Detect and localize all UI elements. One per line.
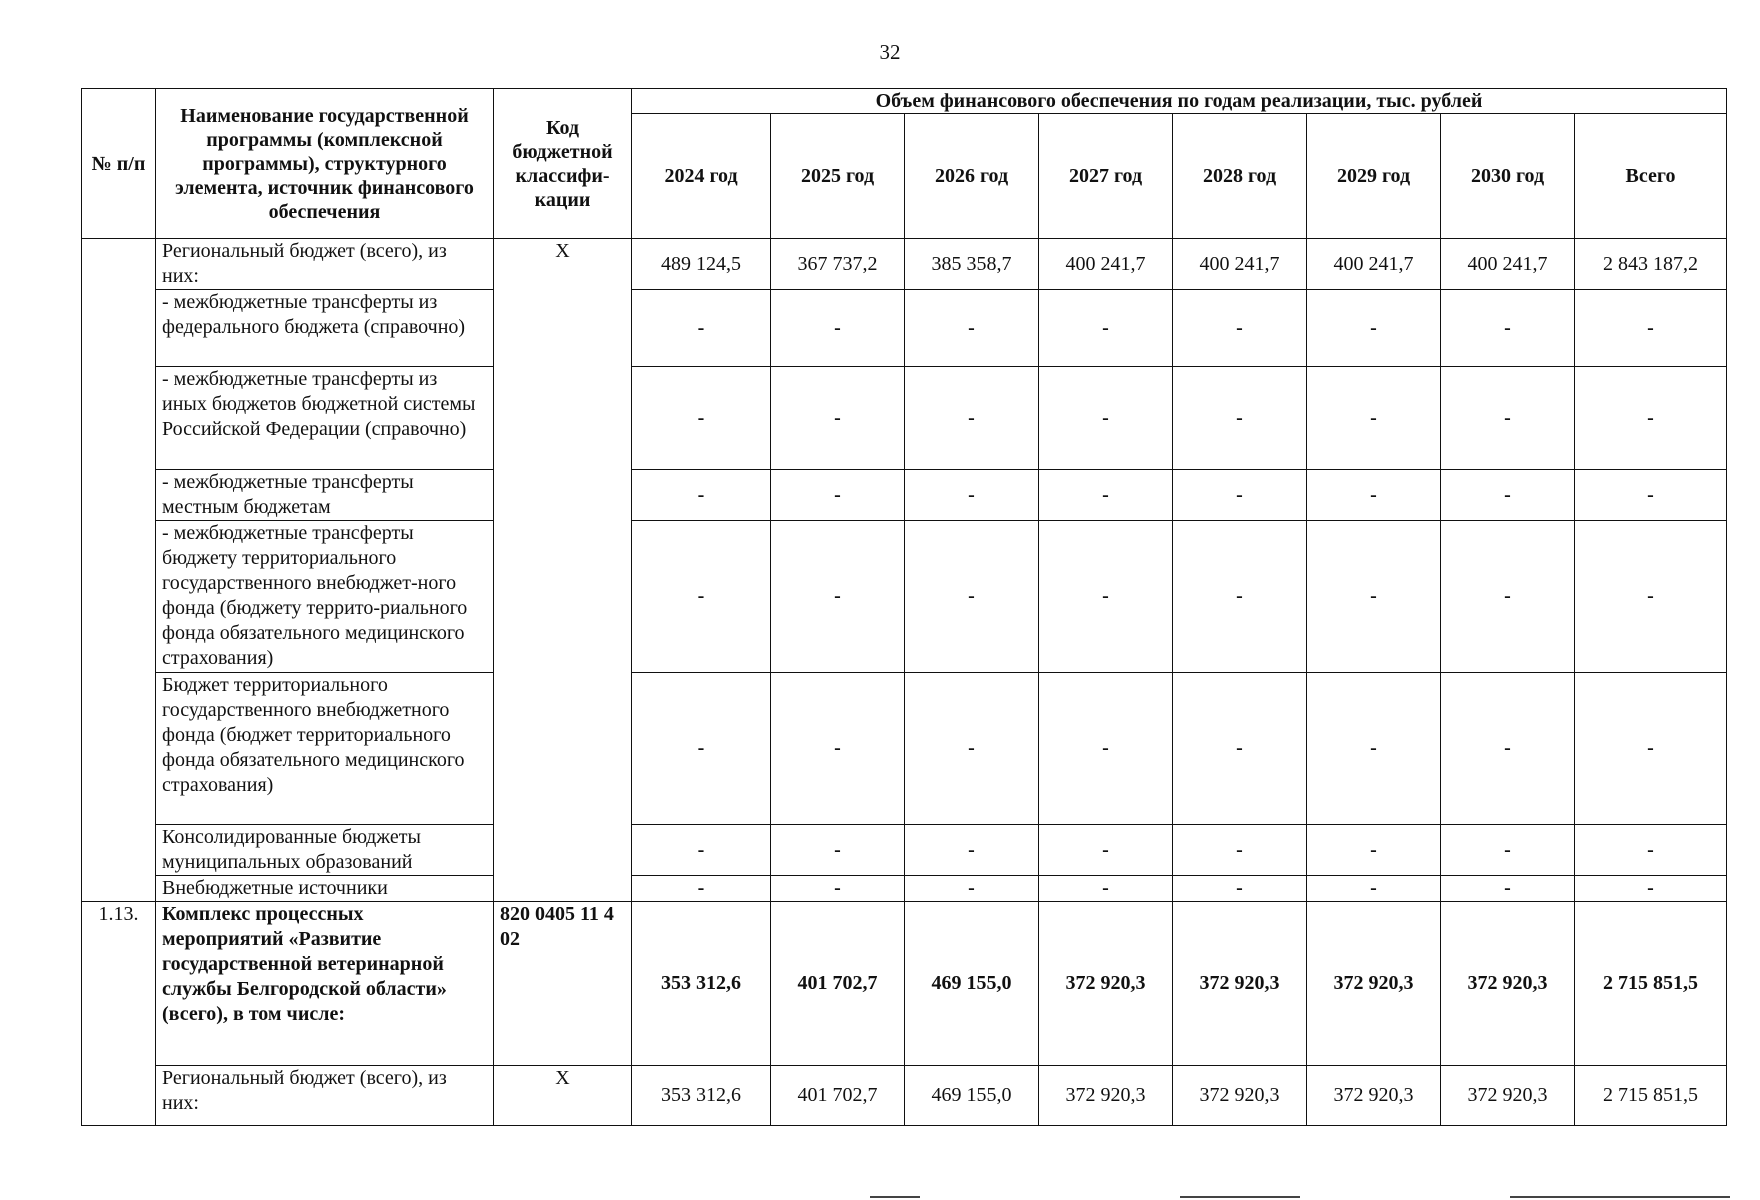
cell-value: 400 241,7 <box>1039 239 1173 290</box>
cell-value: - <box>1575 367 1727 470</box>
table-row <box>82 902 1727 1066</box>
row-code: X <box>494 239 632 902</box>
cell-value: - <box>1039 470 1173 521</box>
cell-value: - <box>1173 470 1307 521</box>
cell-value: - <box>771 470 905 521</box>
cell-value: - <box>1441 825 1575 876</box>
row-code: X <box>494 1066 632 1126</box>
cell-value: 372 920,3 <box>1039 1066 1173 1126</box>
cell-value: 2 715 851,5 <box>1575 902 1727 1066</box>
cell-value: - <box>1441 521 1575 673</box>
table-row <box>82 470 1727 521</box>
cell-value: 469 155,0 <box>905 1066 1039 1126</box>
header-year-2028: 2028 год <box>1173 114 1307 239</box>
cell-value: - <box>632 673 771 825</box>
cell-value: 372 920,3 <box>1441 902 1575 1066</box>
cell-value: - <box>905 673 1039 825</box>
table-row <box>82 290 1727 367</box>
header-year-2027: 2027 год <box>1039 114 1173 239</box>
footer-rule <box>870 1196 920 1198</box>
cell-value: 372 920,3 <box>1307 1066 1441 1126</box>
row-num <box>82 239 156 902</box>
footer-rule <box>1180 1196 1300 1198</box>
header-year-2030: 2030 год <box>1441 114 1575 239</box>
cell-value: - <box>632 367 771 470</box>
header-col-code: Код бюджетной классифи-кации <box>494 89 632 239</box>
cell-value: - <box>1039 673 1173 825</box>
cell-value: 385 358,7 <box>905 239 1039 290</box>
row-name: Бюджет территориального государственного внебюджетного фонда (бюджет территориального фонда обязательного медицинского страхования) <box>156 673 494 825</box>
cell-value: - <box>1441 673 1575 825</box>
cell-value: 2 843 187,2 <box>1575 239 1727 290</box>
cell-value: 400 241,7 <box>1441 239 1575 290</box>
cell-value: - <box>771 673 905 825</box>
table-row <box>82 673 1727 825</box>
cell-value: - <box>1575 290 1727 367</box>
cell-value: - <box>1575 673 1727 825</box>
cell-value: - <box>905 367 1039 470</box>
cell-value: - <box>905 825 1039 876</box>
cell-value: - <box>771 290 905 367</box>
footer-rule-lines <box>0 1196 1760 1200</box>
cell-value: - <box>1039 367 1173 470</box>
cell-value: - <box>771 876 905 902</box>
header-total: Всего <box>1575 114 1727 239</box>
cell-value: - <box>1173 367 1307 470</box>
cell-value: 401 702,7 <box>771 1066 905 1126</box>
cell-value: 2 715 851,5 <box>1575 1066 1727 1126</box>
cell-value: 372 920,3 <box>1307 902 1441 1066</box>
cell-value: - <box>1173 825 1307 876</box>
cell-value: - <box>1039 825 1173 876</box>
row-name: - межбюджетные трансферты бюджету территориального государственного внебюджет-ного фонда (бюджету террито-риального фонда обязательного медицинского страхования) <box>156 521 494 673</box>
cell-value: - <box>771 367 905 470</box>
cell-value: - <box>1575 470 1727 521</box>
header-year-2024: 2024 год <box>632 114 771 239</box>
cell-value: - <box>905 290 1039 367</box>
cell-value: - <box>1039 521 1173 673</box>
table-row <box>82 825 1727 876</box>
cell-value: - <box>1307 673 1441 825</box>
table-row <box>82 521 1727 673</box>
cell-value: - <box>1039 876 1173 902</box>
cell-value: 400 241,7 <box>1173 239 1307 290</box>
footer-rule <box>1510 1196 1730 1198</box>
header-year-2029: 2029 год <box>1307 114 1441 239</box>
cell-value: - <box>905 470 1039 521</box>
header-col-name: Наименование государственной программы (комплексной программы), структурного элемента, источник финансового обеспечения <box>156 89 494 239</box>
cell-value: - <box>1307 290 1441 367</box>
cell-value: 400 241,7 <box>1307 239 1441 290</box>
cell-value: - <box>1441 367 1575 470</box>
header-year-2025: 2025 год <box>771 114 905 239</box>
cell-value: - <box>771 521 905 673</box>
cell-value: - <box>1039 290 1173 367</box>
row-name: Комплекс процессных мероприятий «Развитие государственной ветеринарной службы Белгородской области» (всего), в том числе: <box>156 902 494 1066</box>
cell-value: 353 312,6 <box>632 1066 771 1126</box>
cell-value: - <box>1441 470 1575 521</box>
cell-value: - <box>1575 521 1727 673</box>
cell-value: 353 312,6 <box>632 902 771 1066</box>
cell-value: - <box>1173 290 1307 367</box>
cell-value: - <box>905 521 1039 673</box>
row-name: - межбюджетные трансферты местным бюджетам <box>156 470 494 521</box>
row-name: - межбюджетные трансферты из иных бюджетов бюджетной системы Российской Федерации (справочно) <box>156 367 494 470</box>
cell-value: 372 920,3 <box>1173 902 1307 1066</box>
cell-value: - <box>1307 367 1441 470</box>
table-row <box>82 239 1727 290</box>
cell-value: - <box>1307 470 1441 521</box>
cell-value: - <box>1575 876 1727 902</box>
cell-value: 469 155,0 <box>905 902 1039 1066</box>
table-row <box>82 367 1727 470</box>
row-code: 820 0405 11 4 02 <box>494 902 632 1066</box>
cell-value: - <box>1307 876 1441 902</box>
cell-value: 367 737,2 <box>771 239 905 290</box>
cell-value: - <box>632 825 771 876</box>
row-name: - межбюджетные трансферты из федерального бюджета (справочно) <box>156 290 494 367</box>
row-num: 1.13. <box>82 902 156 1126</box>
page-number: 32 <box>879 40 901 64</box>
table-row <box>82 1066 1727 1126</box>
row-name: Региональный бюджет (всего), из них: <box>156 239 494 290</box>
cell-value: - <box>1575 825 1727 876</box>
header-col-num: № п/п <box>82 89 156 239</box>
financing-table <box>81 88 1727 1126</box>
table-row <box>82 876 1727 902</box>
cell-value: - <box>905 876 1039 902</box>
row-name: Региональный бюджет (всего), из них: <box>156 1066 494 1126</box>
cell-value: 372 920,3 <box>1441 1066 1575 1126</box>
header-group-title: Объем финансового обеспечения по годам реализации, тыс. рублей <box>632 89 1727 114</box>
cell-value: - <box>1307 825 1441 876</box>
cell-value: - <box>771 825 905 876</box>
cell-value: - <box>1441 876 1575 902</box>
cell-value: - <box>1307 521 1441 673</box>
cell-value: - <box>1441 290 1575 367</box>
cell-value: - <box>632 521 771 673</box>
cell-value: 401 702,7 <box>771 902 905 1066</box>
cell-value: - <box>632 290 771 367</box>
cell-value: - <box>632 470 771 521</box>
cell-value: 372 920,3 <box>1173 1066 1307 1126</box>
cell-value: - <box>1173 673 1307 825</box>
cell-value: 489 124,5 <box>632 239 771 290</box>
cell-value: - <box>1173 876 1307 902</box>
row-name: Консолидированные бюджеты муниципальных образований <box>156 825 494 876</box>
cell-value: 372 920,3 <box>1039 902 1173 1066</box>
cell-value: - <box>1173 521 1307 673</box>
header-year-2026: 2026 год <box>905 114 1039 239</box>
row-name: Внебюджетные источники <box>156 876 494 902</box>
cell-value: - <box>632 876 771 902</box>
